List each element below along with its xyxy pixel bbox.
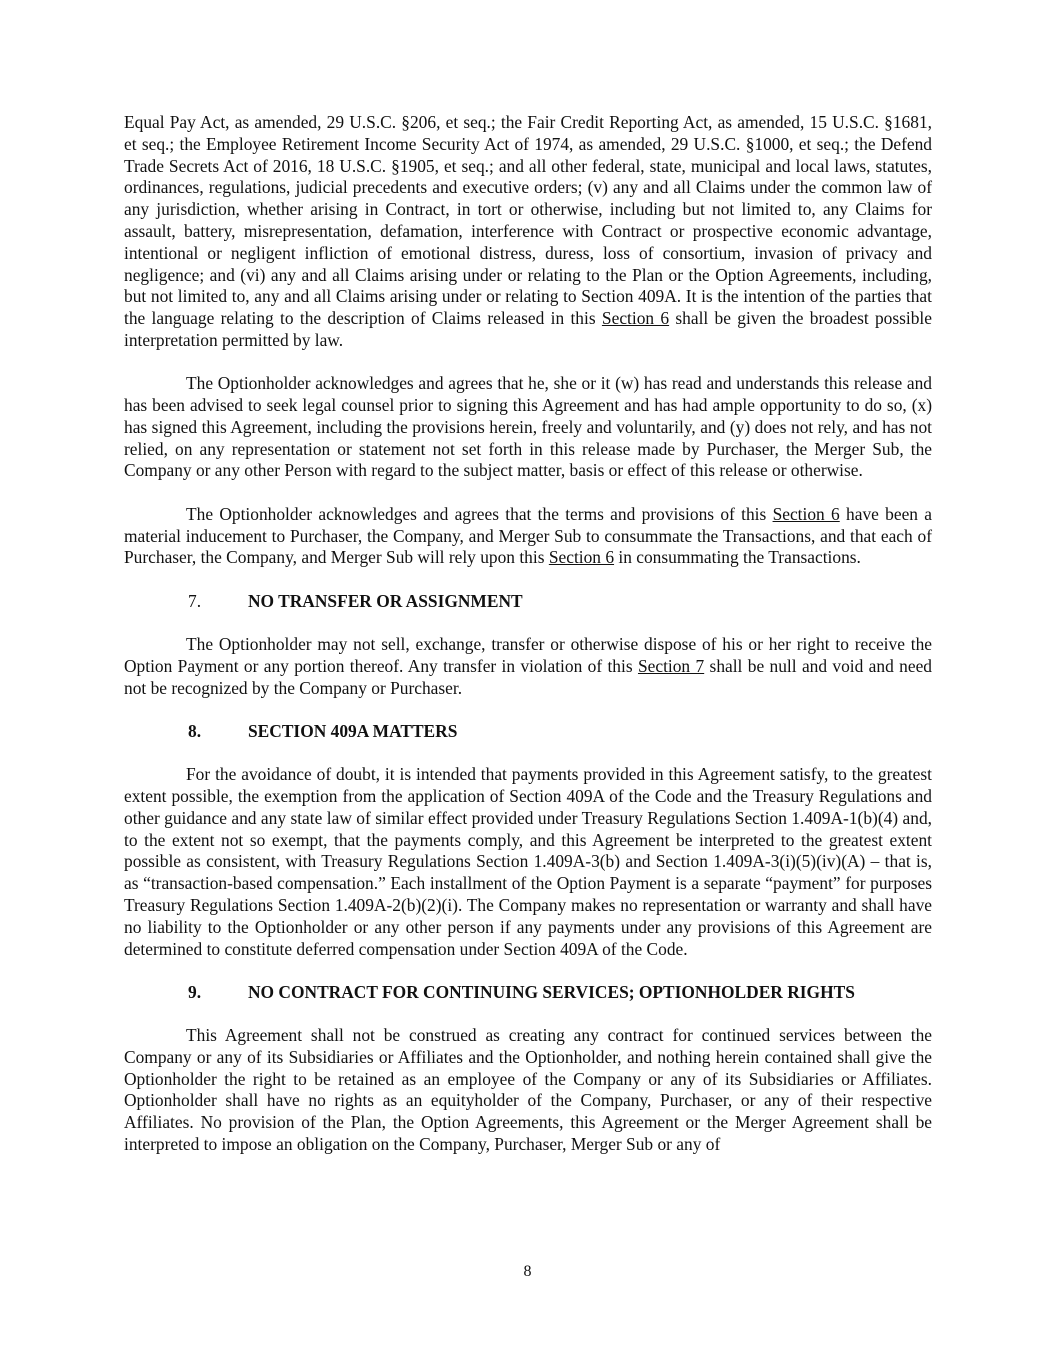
section-7-heading — [124, 591, 932, 613]
section-409a-paragraph: For the avoidance of doubt, it is intended that payments provided in this Agreement satisfy, to the greatest extent possible, the exemption from the application of Section 409A of the Code and the Treasury Regulations and other guidance and any state law of similar effect provided under Treasury Regulations Section 1.409A-1(b)(4) and, to the extent not so exempt, that the payments comply, and this Agreement be interpreted to the greatest extent possible as consistent, with Treasury Regulations Section 1.409A-3(b) and Section 1.409A-3(i)(5)(iv)(A) – that is, as “transaction-based compensation.” Each installment of the Option Payment is a separate “payment” for purposes Treasury Regulations Section 1.409A-2(b)(2)(i). The Company makes no representation or warranty and shall have no liability to the Optionholder or any other person if any payments under any provisions of this Agreement are determined to constitute deferred compensation under Section 409A of the Code. — [124, 764, 932, 959]
section-title: NO CONTRACT FOR CONTINUING SERVICES; OPTIONHOLDER RIGHTS — [248, 981, 855, 1002]
paragraph-text: The Optionholder may not sell, exchange, transfer or otherwise dispose of his or her right to receive the Option Payment or any portion thereof. Any transfer in violation of this — [124, 633, 932, 676]
spacer — [124, 960, 932, 982]
spacer — [124, 1004, 932, 1026]
section-9-heading — [124, 982, 932, 1004]
page-body — [124, 112, 932, 1156]
inducement-paragraph — [124, 504, 932, 569]
paragraph-text: shall be null and void and need not be recognized by the Company or Purchaser. — [124, 655, 932, 698]
spacer — [124, 569, 932, 591]
section-title: NO TRANSFER OR ASSIGNMENT — [248, 590, 523, 611]
claims-release-paragraph — [124, 112, 932, 352]
paragraph-text: shall be given the broadest possible interpretation permitted by law. — [124, 308, 932, 350]
spacer — [124, 352, 932, 374]
spacer — [124, 699, 932, 721]
acknowledgement-paragraph: The Optionholder acknowledges and agrees that he, she or it (w) has read and understands this release and has been advised to seek legal counsel prior to signing this Agreement and has had ample opportunity to do so, (x) has signed this Agreement, including the provisions herein, freely and voluntarily, and (y) does not rely, and has not relied, on any representation or statement not set forth in this release made by Purchaser, the Merger Sub, the Company or any other Person with regard to the subject matter, basis or effect of this release or otherwise. — [124, 373, 932, 481]
paragraph-text: in consummating the Transactions. — [614, 547, 861, 568]
section-8-heading — [124, 721, 932, 743]
continuing-services-paragraph: This Agreement shall not be construed as creating any contract for continued services between the Company or any of its Subsidiaries or Affiliates and the Optionholder, and nothing herein contained shall give the Optionholder the right to be retained as an employee of the Company or any of its Subsidiaries or Affiliates. Optionholder shall have no rights as an equityholder of the Company, Purchaser, or any of their respective Affiliates. No provision of the Plan, the Option Agreements, this Agreement or the Merger Agreement shall be interpreted to impose an obligation on the Company, Purchaser, Merger Sub or any of — [124, 1025, 932, 1155]
section-number: 7. — [188, 590, 202, 611]
spacer — [124, 612, 932, 634]
paragraph-text: have been a material inducement to Purchaser, the Company, and Merger Sub to consummate the Transactions, and that each of Purchaser, the Company, and Merger Sub will rely upon this — [124, 503, 933, 568]
section-6-reference: Section 6 — [548, 547, 615, 568]
section-title: SECTION 409A MATTERS — [248, 720, 458, 741]
page-number: 8 — [523, 1263, 532, 1280]
section-6-reference: Section 6 — [772, 503, 840, 524]
no-transfer-paragraph — [124, 634, 932, 699]
paragraph-text: The Optionholder acknowledges and agrees that the terms and provisions of this — [186, 503, 773, 524]
section-number: 8. — [188, 720, 202, 741]
paragraph-text: Equal Pay Act, as amended, 29 U.S.C. §206, et seq.; the Fair Credit Reporting Act, as amended, 15 U.S.C. §1681, et seq.; the Employee Retirement Income Security Act of 1974, as amended, 29 U.S.C. §1000, et seq.; the Defend Trade Secrets Act of 2016, 18 U.S.C. §1905, et seq.; and all other federal, state, municipal and local laws, statutes, ordinances, regulations, judicial precedents and executive orders; (v) any and all Claims under the common law of any jurisdiction, whether arising in Contract, in tort or otherwise, including but not limited to, any Claims for assault, battery, misrepresentation, defamation, interference with Contract or prospective economic advantage, intentional or negligent infliction of emotional distress, duress, loss of consortium, invasion of privacy and negligence; and (vi) any and all Claims arising under or relating to the Plan or the Option Agreements, including, but not limited to, any and all Claims arising under or relating to Section 409A. It is the intention of the parties that the language relating to the description of Claims released in this — [124, 112, 932, 329]
section-number: 9. — [188, 981, 202, 1002]
spacer — [124, 482, 932, 504]
section-7-reference: Section 7 — [637, 655, 705, 676]
section-6-reference: Section 6 — [601, 308, 670, 329]
spacer — [124, 743, 932, 765]
